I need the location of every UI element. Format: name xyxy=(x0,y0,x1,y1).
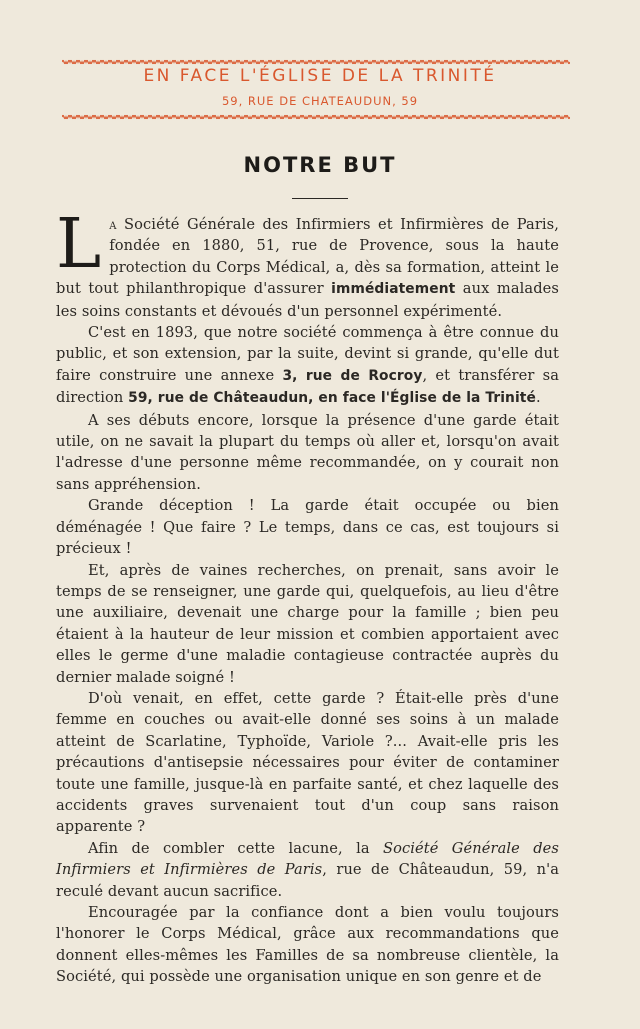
bold-text: 59, rue de Châteaudun, en face l'Église de la Trinité xyxy=(128,390,536,407)
drop-cap: L xyxy=(56,205,102,284)
paragraph-5: Et, après de vaines recherches, on prenait, sans avoir le temps de se renseigner, une garde qui, quelquefois, au lieu d'être une auxiliaire, devenait une charge pour la famille ; bien peu étaient à la hauteur de leur mission et combien apportaient avec elles le germe d'une maladie contagieuse contractée auprès du dernier malade soigné ! xyxy=(56,561,559,686)
paragraph-2 xyxy=(56,322,559,410)
bold-text: immédiatement xyxy=(331,281,456,298)
paragraph-7 xyxy=(56,838,559,902)
header-address-line: EN FACE L'ÉGLISE DE LA TRINITÉ xyxy=(143,66,497,86)
paragraph-8: Encouragée par la confiance dont a bien voulu toujours l'honorer le Corps Médical, grâce aux recommandations que donnent elles-mêmes les Familles de sa nombreuse clientèle, la Société, qui possède une organisation unique en son genre et de xyxy=(56,904,559,986)
paragraph-text: , rue de Châteaudun, 59, n'a reculé devant aucun sacrifice. xyxy=(56,861,560,900)
paragraph-text: aux malades les soins constants et dévoués d'un personnel expérimenté. xyxy=(56,280,559,320)
bottom-wavy-rule xyxy=(62,113,570,121)
top-wavy-rule xyxy=(62,58,570,66)
paragraph-1 xyxy=(56,205,559,322)
italic-text: Société Générale des Infirmiers et Infirmières de Paris xyxy=(56,839,559,879)
paragraph-4: Grande déception ! La garde était occupée ou bien déménagée ! Que faire ? Le temps, dans ce cas, est toujours si précieux ! xyxy=(56,497,559,558)
paragraph-text: C'est en 1893, que notre société commença à être connue du public, et son extension, par la suite, devint si grande, qu'elle dut faire construire une annexe xyxy=(56,324,559,384)
paragraph-6: D'où venait, en effet, cette garde ? Était-elle près d'une femme en couches ou avait-elle donné ses soins à un malade atteint de Scarlatine, Typhoïde, Variole ?... Avait-elle pris les précautions d'antisepsie nécessaires pour éviter de contaminer toute une famille, jusque-là en parfaite santé, et chez laquelle des accidents graves survenaient tout d'un coup sans raison apparente ? xyxy=(56,689,559,836)
title-underline xyxy=(292,198,348,199)
bold-text: 3, rue de Rocroy xyxy=(282,367,423,384)
body-text xyxy=(56,205,560,988)
small-caps-text: a xyxy=(109,216,117,233)
header-street: 59, RUE DE CHATEAUDUN, 59 xyxy=(221,94,419,108)
page-title: NOTRE BUT xyxy=(243,153,397,177)
paragraph-text: . xyxy=(535,389,541,407)
paragraph-text: Afin de combler cette lacune, la xyxy=(88,839,383,857)
paragraph-text: Société Générale des Infirmiers et Infirmières de Paris, fondée en 1880, 51, rue de Provence, sous la haute protection du Corps Médical, a, dès sa formation, atteint le but tout philanthropique d'assurer xyxy=(56,216,559,298)
paragraph-text: , et transférer sa direction xyxy=(56,366,559,407)
paragraph-3: A ses débuts encore, lorsque la présence d'une garde était utile, on ne savait la plupart du temps où aller et, lorsqu'on avait l'adresse d'une personne même recommandée, on y courait non sans appréhension. xyxy=(56,411,559,493)
